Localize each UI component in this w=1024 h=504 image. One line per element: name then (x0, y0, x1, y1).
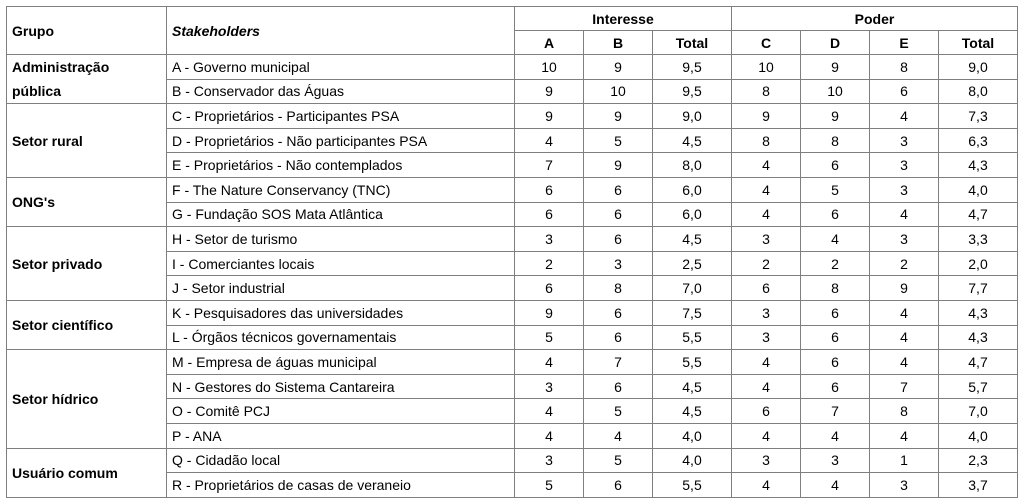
cell-interest-a: 7 (515, 153, 584, 178)
cell-power-c: 3 (732, 227, 801, 252)
group-label: Administração pública (7, 55, 167, 104)
cell-power-c: 4 (732, 202, 801, 227)
cell-power-total: 2,3 (939, 448, 1018, 473)
header-d: D (801, 31, 870, 55)
cell-interest-b: 5 (584, 128, 653, 153)
cell-power-total: 4,7 (939, 202, 1018, 227)
cell-power-c: 2 (732, 251, 801, 276)
group-label: Setor privado (7, 227, 167, 301)
cell-interest-total: 6,0 (653, 202, 732, 227)
cell-interest-total: 4,0 (653, 448, 732, 473)
group-label: Setor hídrico (7, 350, 167, 448)
cell-power-e: 1 (870, 448, 939, 473)
table-row (7, 177, 1018, 202)
header-a: A (515, 31, 584, 55)
stakeholder-name: B - Conservador das Águas (167, 79, 515, 104)
cell-power-d: 4 (801, 473, 870, 498)
stakeholder-name: A - Governo municipal (167, 55, 515, 80)
group-label: Setor rural (7, 104, 167, 178)
stakeholder-name: H - Setor de turismo (167, 227, 515, 252)
cell-power-e: 3 (870, 473, 939, 498)
cell-interest-b: 6 (584, 202, 653, 227)
cell-power-total: 8,0 (939, 79, 1018, 104)
cell-power-e: 4 (870, 350, 939, 375)
cell-power-total: 7,7 (939, 276, 1018, 301)
cell-interest-b: 10 (584, 79, 653, 104)
cell-power-c: 4 (732, 153, 801, 178)
cell-power-e: 4 (870, 325, 939, 350)
cell-interest-total: 9,5 (653, 55, 732, 80)
cell-power-total: 4,3 (939, 153, 1018, 178)
cell-interest-a: 6 (515, 276, 584, 301)
cell-power-c: 10 (732, 55, 801, 80)
stakeholder-name: C - Proprietários - Participantes PSA (167, 104, 515, 129)
stakeholder-name: F - The Nature Conservancy (TNC) (167, 177, 515, 202)
cell-power-d: 2 (801, 251, 870, 276)
header-c: C (732, 31, 801, 55)
cell-interest-total: 4,5 (653, 227, 732, 252)
cell-power-c: 3 (732, 448, 801, 473)
cell-power-c: 3 (732, 325, 801, 350)
stakeholder-name: G - Fundação SOS Mata Atlântica (167, 202, 515, 227)
cell-power-c: 6 (732, 276, 801, 301)
table-body (7, 55, 1018, 498)
cell-power-e: 4 (870, 423, 939, 448)
table-row (7, 448, 1018, 473)
header-e: E (870, 31, 939, 55)
cell-interest-total: 5,5 (653, 473, 732, 498)
cell-power-total: 3,3 (939, 227, 1018, 252)
cell-power-c: 4 (732, 423, 801, 448)
cell-power-e: 7 (870, 374, 939, 399)
cell-power-c: 4 (732, 177, 801, 202)
cell-power-c: 8 (732, 79, 801, 104)
cell-power-e: 9 (870, 276, 939, 301)
header-total-power: Total (939, 31, 1018, 55)
cell-interest-total: 5,5 (653, 350, 732, 375)
group-label: ONG's (7, 177, 167, 226)
cell-interest-b: 6 (584, 473, 653, 498)
cell-interest-total: 9,5 (653, 79, 732, 104)
cell-power-d: 6 (801, 374, 870, 399)
stakeholder-name: Q - Cidadão local (167, 448, 515, 473)
stakeholder-name: O - Comitê PCJ (167, 399, 515, 424)
stakeholder-name: J - Setor industrial (167, 276, 515, 301)
cell-power-c: 9 (732, 104, 801, 129)
cell-interest-a: 9 (515, 79, 584, 104)
cell-power-d: 8 (801, 128, 870, 153)
cell-interest-a: 4 (515, 350, 584, 375)
cell-power-c: 4 (732, 473, 801, 498)
cell-interest-b: 6 (584, 227, 653, 252)
stakeholder-name: I - Comerciantes locais (167, 251, 515, 276)
stakeholder-name: N - Gestores do Sistema Cantareira (167, 374, 515, 399)
cell-interest-total: 2,5 (653, 251, 732, 276)
cell-power-c: 6 (732, 399, 801, 424)
table-row (7, 227, 1018, 252)
cell-interest-b: 5 (584, 448, 653, 473)
cell-power-total: 5,7 (939, 374, 1018, 399)
table-row (7, 104, 1018, 129)
cell-interest-b: 3 (584, 251, 653, 276)
cell-interest-a: 4 (515, 128, 584, 153)
cell-interest-b: 6 (584, 374, 653, 399)
cell-interest-total: 5,5 (653, 325, 732, 350)
cell-power-e: 8 (870, 399, 939, 424)
cell-power-e: 3 (870, 153, 939, 178)
stakeholder-table (6, 6, 1018, 498)
cell-interest-total: 7,5 (653, 300, 732, 325)
cell-interest-total: 7,0 (653, 276, 732, 301)
cell-power-total: 4,0 (939, 423, 1018, 448)
cell-power-e: 6 (870, 79, 939, 104)
cell-interest-a: 6 (515, 202, 584, 227)
cell-interest-b: 8 (584, 276, 653, 301)
cell-power-total: 4,3 (939, 325, 1018, 350)
cell-interest-total: 4,5 (653, 128, 732, 153)
header-stakeholders: Stakeholders (167, 7, 515, 55)
cell-power-d: 9 (801, 55, 870, 80)
cell-interest-b: 6 (584, 177, 653, 202)
stakeholder-name: P - ANA (167, 423, 515, 448)
cell-power-d: 6 (801, 350, 870, 375)
cell-interest-total: 4,0 (653, 423, 732, 448)
cell-power-e: 4 (870, 300, 939, 325)
cell-power-total: 2,0 (939, 251, 1018, 276)
header-power: Poder (732, 7, 1018, 31)
cell-interest-b: 9 (584, 153, 653, 178)
cell-interest-total: 4,5 (653, 374, 732, 399)
stakeholder-name: E - Proprietários - Não contemplados (167, 153, 515, 178)
cell-interest-b: 6 (584, 300, 653, 325)
cell-power-e: 3 (870, 227, 939, 252)
cell-interest-b: 9 (584, 55, 653, 80)
cell-interest-total: 6,0 (653, 177, 732, 202)
cell-power-d: 4 (801, 423, 870, 448)
cell-power-total: 9,0 (939, 55, 1018, 80)
header-total-interest: Total (653, 31, 732, 55)
cell-power-d: 9 (801, 104, 870, 129)
cell-power-d: 5 (801, 177, 870, 202)
cell-interest-a: 6 (515, 177, 584, 202)
cell-interest-a: 10 (515, 55, 584, 80)
cell-power-d: 8 (801, 276, 870, 301)
cell-power-d: 3 (801, 448, 870, 473)
cell-power-total: 6,3 (939, 128, 1018, 153)
group-label: Usuário comum (7, 448, 167, 497)
stakeholder-name: K - Pesquisadores das universidades (167, 300, 515, 325)
cell-power-c: 4 (732, 350, 801, 375)
cell-power-d: 6 (801, 300, 870, 325)
cell-power-d: 6 (801, 325, 870, 350)
cell-interest-b: 5 (584, 399, 653, 424)
table-row (7, 350, 1018, 375)
cell-power-d: 4 (801, 227, 870, 252)
cell-power-e: 2 (870, 251, 939, 276)
cell-power-total: 4,0 (939, 177, 1018, 202)
header-interest: Interesse (515, 7, 732, 31)
stakeholder-name: M - Empresa de águas municipal (167, 350, 515, 375)
stakeholder-name: D - Proprietários - Não participantes PSA (167, 128, 515, 153)
cell-interest-b: 4 (584, 423, 653, 448)
cell-interest-a: 5 (515, 473, 584, 498)
cell-interest-a: 3 (515, 227, 584, 252)
stakeholder-name: R - Proprietários de casas de veraneio (167, 473, 515, 498)
cell-power-total: 7,3 (939, 104, 1018, 129)
cell-power-total: 4,3 (939, 300, 1018, 325)
cell-power-d: 7 (801, 399, 870, 424)
stakeholder-name: L - Órgãos técnicos governamentais (167, 325, 515, 350)
cell-interest-a: 3 (515, 448, 584, 473)
cell-interest-a: 4 (515, 399, 584, 424)
table-row (7, 300, 1018, 325)
cell-interest-total: 9,0 (653, 104, 732, 129)
cell-power-d: 6 (801, 153, 870, 178)
cell-interest-a: 5 (515, 325, 584, 350)
cell-power-d: 10 (801, 79, 870, 104)
cell-power-total: 7,0 (939, 399, 1018, 424)
cell-interest-total: 4,5 (653, 399, 732, 424)
cell-power-e: 3 (870, 128, 939, 153)
cell-power-d: 6 (801, 202, 870, 227)
group-label: Setor científico (7, 300, 167, 349)
cell-interest-b: 6 (584, 325, 653, 350)
header-group: Grupo (7, 7, 167, 55)
cell-interest-total: 8,0 (653, 153, 732, 178)
cell-power-c: 8 (732, 128, 801, 153)
cell-interest-a: 3 (515, 374, 584, 399)
cell-interest-a: 9 (515, 300, 584, 325)
cell-interest-b: 9 (584, 104, 653, 129)
cell-power-c: 3 (732, 300, 801, 325)
cell-interest-a: 2 (515, 251, 584, 276)
cell-power-total: 4,7 (939, 350, 1018, 375)
table-header (7, 7, 1018, 55)
cell-power-total: 3,7 (939, 473, 1018, 498)
cell-interest-a: 9 (515, 104, 584, 129)
cell-power-e: 3 (870, 177, 939, 202)
cell-power-e: 4 (870, 104, 939, 129)
cell-interest-b: 7 (584, 350, 653, 375)
cell-power-c: 4 (732, 374, 801, 399)
table-row (7, 55, 1018, 80)
cell-power-e: 8 (870, 55, 939, 80)
table-container (6, 6, 1018, 498)
header-b: B (584, 31, 653, 55)
cell-power-e: 4 (870, 202, 939, 227)
cell-interest-a: 4 (515, 423, 584, 448)
